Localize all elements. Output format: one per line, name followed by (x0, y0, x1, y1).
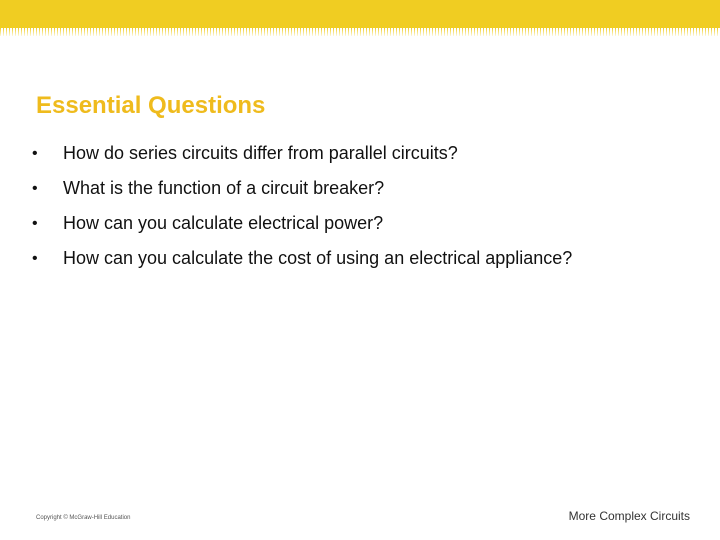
slide-title: Essential Questions (36, 92, 266, 119)
list-item (30, 206, 572, 241)
bullet-text: How do series circuits differ from parallel circuits? (63, 143, 458, 163)
list-item (30, 241, 572, 276)
question-list (30, 136, 572, 276)
bullet-text: What is the function of a circuit breaker? (63, 178, 385, 198)
bullet-icon: • (32, 214, 38, 232)
bullet-icon: • (32, 249, 38, 267)
footer-lesson-title: More Complex Circuits (568, 509, 690, 523)
bullet-icon: • (32, 144, 38, 162)
header-stripe-pattern (0, 28, 720, 36)
bullet-text: How can you calculate the cost of using an electrical appliance? (63, 248, 573, 268)
list-item (30, 136, 572, 171)
list-item (30, 171, 572, 206)
bullet-icon: • (32, 179, 38, 197)
copyright-notice: Copyright © McGraw-Hill Education (36, 515, 131, 521)
bullet-text: How can you calculate electrical power? (63, 213, 384, 233)
header-accent-bar (0, 0, 720, 28)
